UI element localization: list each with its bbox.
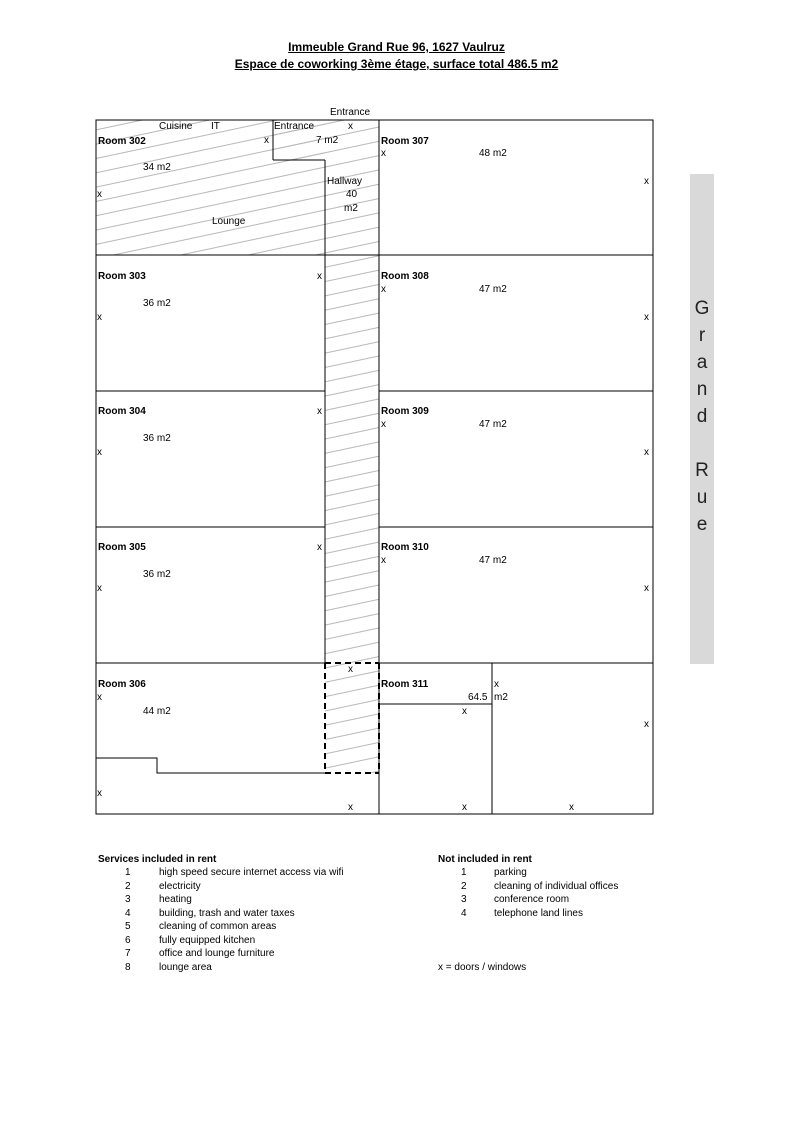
- doors-windows-legend: x = doors / windows: [438, 962, 527, 973]
- room-309-area: 47 m2: [479, 419, 507, 430]
- list-item-number: 4: [461, 908, 467, 919]
- room-304-name: Room 304: [98, 406, 146, 417]
- lounge-label: Lounge: [212, 216, 246, 227]
- hallway-area-unit: m2: [344, 203, 358, 214]
- door-mark: x: [317, 271, 322, 282]
- street-letter: R: [695, 460, 709, 481]
- list-item: lounge area: [159, 962, 212, 973]
- door-mark: x: [462, 706, 467, 717]
- window-mark: x: [644, 719, 649, 730]
- list-item-number: 1: [125, 867, 131, 878]
- window-mark: x: [569, 802, 574, 813]
- room-303-name: Room 303: [98, 271, 146, 282]
- door-mark: x: [348, 121, 353, 132]
- list-item: heating: [159, 894, 192, 905]
- street-letter: n: [696, 379, 708, 400]
- list-item: parking: [494, 867, 527, 878]
- room-307-name: Room 307: [381, 136, 429, 147]
- not-included-heading: Not included in rent: [438, 854, 532, 865]
- list-item-number: 8: [125, 962, 131, 973]
- list-item-number: 5: [125, 921, 131, 932]
- door-mark: x: [381, 148, 386, 159]
- street-letter: r: [698, 325, 706, 346]
- list-item: conference room: [494, 894, 570, 905]
- list-item: fully equipped kitchen: [159, 935, 256, 946]
- it-label: IT: [211, 121, 220, 132]
- door-mark: x: [381, 284, 386, 295]
- room-310-name: Room 310: [381, 542, 429, 553]
- street-letter: u: [696, 487, 708, 508]
- hallway-area-number: 40: [346, 189, 358, 200]
- list-item-number: 3: [125, 894, 131, 905]
- door-mark: x: [348, 802, 353, 813]
- list-item: electricity: [159, 881, 201, 892]
- window-mark: x: [97, 788, 102, 799]
- room-310-area: 47 m2: [479, 555, 507, 566]
- room-304-area: 36 m2: [143, 433, 171, 444]
- list-item: telephone land lines: [494, 908, 583, 919]
- room-308-name: Room 308: [381, 271, 429, 282]
- door-mark: x: [494, 679, 499, 690]
- window-mark: x: [97, 189, 102, 200]
- room-306-area: 44 m2: [143, 706, 171, 717]
- list-item-number: 1: [461, 867, 467, 878]
- room-311-name: Room 311: [381, 679, 429, 690]
- page-title: Immeuble Grand Rue 96, 1627 Vaulruz: [288, 40, 505, 54]
- window-mark: x: [97, 583, 102, 594]
- room-302-area: 34 m2: [143, 162, 171, 173]
- room-303-area: 36 m2: [143, 298, 171, 309]
- list-item-number: 4: [125, 908, 131, 919]
- list-item-number: 7: [125, 948, 131, 959]
- door-mark: x: [317, 542, 322, 553]
- cuisine-label: Cuisine: [159, 121, 193, 132]
- window-mark: x: [462, 802, 467, 813]
- list-item: cleaning of individual offices: [494, 881, 619, 892]
- window-mark: x: [97, 312, 102, 323]
- entrance-label-inner: Entrance: [274, 121, 315, 132]
- window-mark: x: [644, 176, 649, 187]
- window-mark: x: [644, 447, 649, 458]
- entrance-area-label: 7 m2: [316, 135, 339, 146]
- room-305-name: Room 305: [98, 542, 146, 553]
- room-308-area: 47 m2: [479, 284, 507, 295]
- room-309-name: Room 309: [381, 406, 429, 417]
- window-mark: x: [97, 447, 102, 458]
- door-mark: x: [264, 135, 269, 146]
- list-item: building, trash and water taxes: [159, 908, 295, 919]
- room-307-area: 48 m2: [479, 148, 507, 159]
- list-item-number: 2: [461, 881, 467, 892]
- entrance-label-top: Entrance: [330, 107, 371, 118]
- room-311-area-number: 64.5: [468, 692, 488, 703]
- door-mark: x: [381, 419, 386, 430]
- list-item: high speed secure internet access via wifi: [159, 867, 344, 878]
- street-letter: G: [694, 298, 710, 319]
- street-letter: e: [696, 514, 708, 535]
- room-311-area-unit: m2: [494, 692, 508, 703]
- room-305-area: 36 m2: [143, 569, 171, 580]
- window-mark: x: [644, 583, 649, 594]
- window-mark: x: [97, 692, 102, 703]
- door-mark: x: [381, 555, 386, 566]
- room-302-name: Room 302: [98, 136, 146, 147]
- hallway-label: Hallway: [327, 176, 363, 187]
- street-side-grand-rue: [690, 174, 714, 664]
- list-item: cleaning of common areas: [159, 921, 277, 932]
- street-letter: d: [696, 406, 708, 427]
- services-heading: Services included in rent: [98, 854, 217, 865]
- door-mark: x: [348, 664, 353, 675]
- list-item-number: 6: [125, 935, 131, 946]
- window-mark: x: [644, 312, 649, 323]
- page-subtitle: Espace de coworking 3ème étage, surface total 486.5 m2: [234, 57, 559, 71]
- list-item-number: 2: [125, 881, 131, 892]
- street-letter: a: [696, 352, 708, 373]
- room-306-name: Room 306: [98, 679, 146, 690]
- list-item: office and lounge furniture: [159, 948, 275, 959]
- list-item-number: 3: [461, 894, 467, 905]
- door-mark: x: [317, 406, 322, 417]
